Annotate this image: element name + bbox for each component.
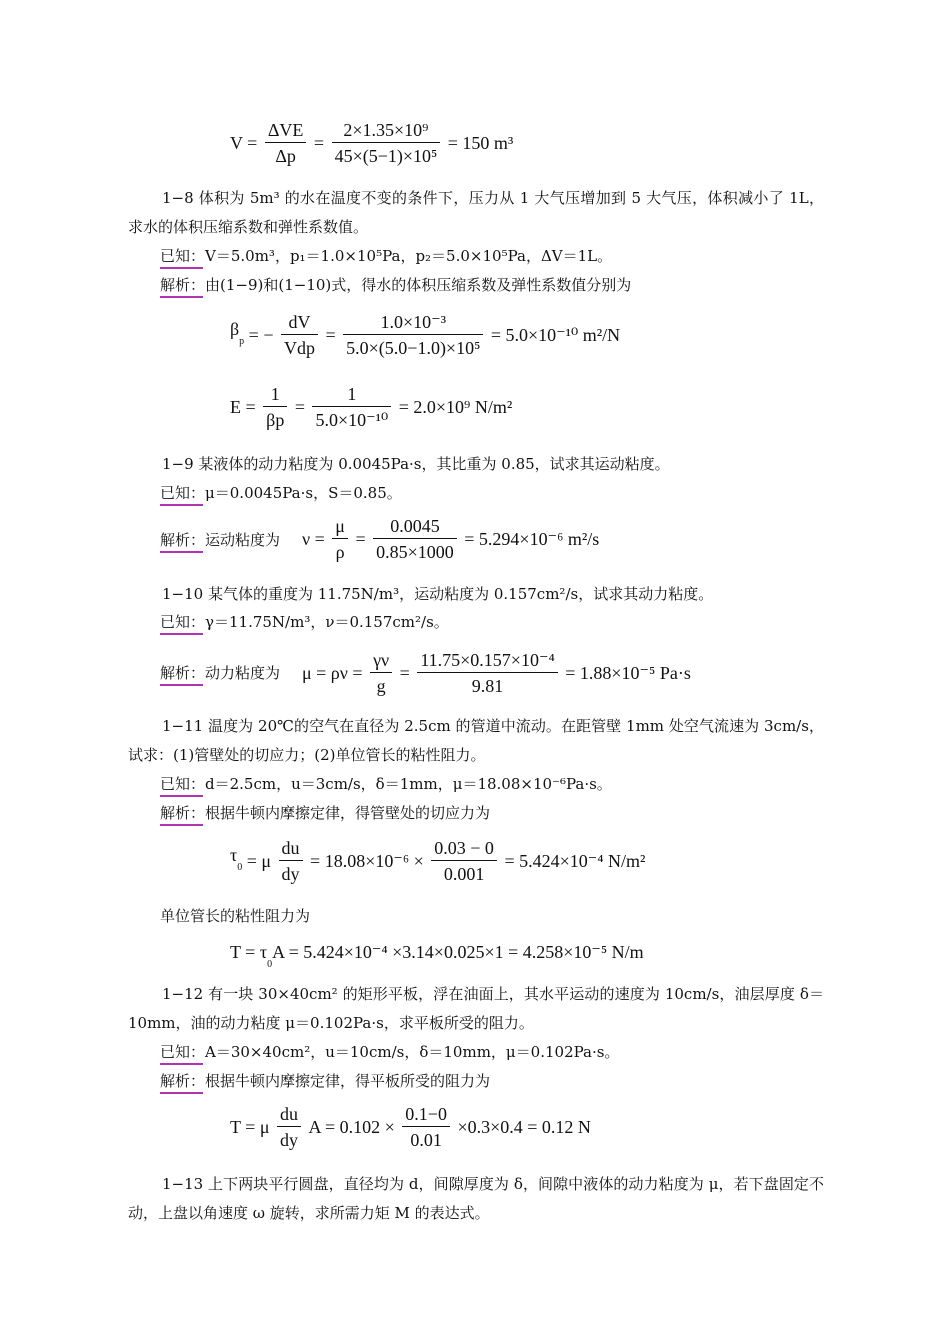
equation-dynamic-viscosity: μ = ρν = $\frac{\gamma\nu}{g}$ = $\frac{\text{11.75×0.157×10⁻⁴}}{9.81}$ = 1.88×10⁻⁵ Pa·s xyxy=(302,650,691,696)
eq-lhs: ν = xyxy=(302,529,325,549)
problem-1-11-solution xyxy=(160,803,490,823)
eq-denominator: 45×(5−1)×10⁵ xyxy=(332,142,441,166)
eq-result: A = 5.424×10⁻⁴ ×3.14×0.025×1 = 4.258×10⁻⁵ N/m xyxy=(272,942,644,962)
known-label: 已知： xyxy=(160,247,206,265)
eq-numerator: du xyxy=(279,1104,298,1124)
eq-numerator: dV xyxy=(288,312,311,332)
known-values: μ＝0.0045Pa·s，S＝0.85。 xyxy=(205,484,402,502)
solution-label: 解析： xyxy=(160,1072,206,1090)
eq-result: ×0.3×0.4 = 0.12 N xyxy=(457,1117,591,1137)
known-values: d＝2.5cm，u＝3cm/s，δ＝1mm，μ＝18.08×10⁻⁶Pa·s。 xyxy=(205,775,612,793)
equation-elastic: E = $\frac{1}{\beta p}$ = $\frac{1}{\text{5.0×10⁻¹⁰}}$ = 2.0×10⁹ N/m² xyxy=(230,384,513,430)
eq-denominator: Δp xyxy=(265,142,307,166)
solution-text: 由(1−9)和(1−10)式，得水的体积压缩系数及弹性系数值分别为 xyxy=(205,276,632,294)
eq-numerator: du xyxy=(281,838,300,858)
eq-denominator: ρ xyxy=(332,538,348,562)
problem-1-11-text: 1−11 温度为 20℃的空气在直径为 2.5cm 的管道中流动。在距管壁 1mm 处空气流速为 3cm/s，试求：(1)管壁处的切应力；(2)单位管长的粘性阻力。 xyxy=(128,717,824,764)
equation-viscous-resistance xyxy=(230,942,644,975)
problem-1-10-known xyxy=(160,612,449,632)
solution-text: 动力粘度为 xyxy=(205,664,281,682)
eq-lhs-subscript: 0 xyxy=(267,959,273,970)
eq-result: = 1.88×10⁻⁵ Pa·s xyxy=(565,663,691,683)
problem-1-9-text: 1−9 某液体的动力粘度为 0.0045Pa·s，其比重为 0.85，试求其运动粘度。 xyxy=(162,455,670,473)
known-values: V＝5.0m³，p₁＝1.0×10⁵Pa，p₂＝5.0×10⁵Pa，ΔV＝1L。 xyxy=(205,247,613,265)
solution-text: 根据牛顿内摩擦定律，得管壁处的切应力为 xyxy=(205,804,491,822)
eq-result: = 5.0×10⁻¹⁰ m²/N xyxy=(490,325,621,345)
equation-plate-resistance xyxy=(230,1104,591,1150)
known-label: 已知： xyxy=(160,613,206,631)
solution-label: 解析： xyxy=(160,276,206,294)
eq-lhs: V = xyxy=(230,133,258,153)
solution-label: 解析： xyxy=(160,531,206,549)
known-label: 已知： xyxy=(160,1043,206,1061)
eq-fraction xyxy=(281,312,318,358)
eq-fraction xyxy=(402,1104,450,1150)
eq-numerator: ΔVE xyxy=(267,120,304,140)
eq-result: = 5.294×10⁻⁶ m²/s xyxy=(464,529,600,549)
eq-fraction xyxy=(277,1104,301,1150)
eq-fraction xyxy=(417,650,557,696)
eq-fraction xyxy=(431,838,497,884)
problem-1-12-known xyxy=(160,1042,619,1062)
equation-volume: V = $\frac{\text{ΔVE}}{\Delta p}$ = $\frac{\text{2×1.35×10⁹}}{\text{45×(5−1)×10⁵}}$ = 150 m³ xyxy=(230,120,514,166)
problem-1-10-solution xyxy=(160,663,280,683)
eq-sign: = − xyxy=(248,325,274,345)
eq-denominator: dy xyxy=(279,860,303,884)
eq-numerator: 2×1.35×10⁹ xyxy=(343,120,429,140)
eq-denominator: 9.81 xyxy=(417,672,557,696)
eq-lhs: β xyxy=(230,318,240,339)
eq-fraction xyxy=(343,312,483,358)
eq-numerator: 0.0045 xyxy=(390,516,440,536)
equation-beta: $\beta_p$ = − $\frac{dV}{\text{Vdp}}$ = $\frac{\text{1.0×10⁻³}}{\text{5.0×(5.0−1.0)×10⁵}}$ = 5.0×10⁻¹⁰ m²/N xyxy=(230,312,621,358)
eq-fraction xyxy=(373,516,457,562)
problem-1-11-known xyxy=(160,774,612,794)
eq-numerator: 0.03 − 0 xyxy=(434,838,494,858)
solution-label: 解析： xyxy=(160,664,206,682)
eq-fraction xyxy=(332,516,348,562)
eq-denominator: 5.0×(5.0−1.0)×10⁵ xyxy=(343,334,483,358)
eq-numerator: 1 xyxy=(270,384,280,404)
eq-fraction xyxy=(263,384,287,430)
eq-denominator: 0.85×1000 xyxy=(373,538,457,562)
eq-coefficient: = μ xyxy=(246,851,272,871)
problem-1-12-solution xyxy=(160,1071,490,1091)
known-values: γ＝11.75N/m³，ν＝0.157cm²/s。 xyxy=(205,613,449,631)
eq-fraction xyxy=(332,120,441,166)
eq-lhs: T = μ xyxy=(230,1117,270,1137)
eq-denominator: Vdp xyxy=(281,334,318,358)
eq-denominator: 0.001 xyxy=(431,860,497,884)
eq-numerator: γν xyxy=(373,650,390,670)
eq-denominator: 5.0×10⁻¹⁰ xyxy=(312,406,391,430)
problem-1-11-subtext: 单位管长的粘性阻力为 xyxy=(160,907,311,925)
problem-1-13-text: 1−13 上下两块平行圆盘，直径均为 d，间隙厚度为 δ，间隙中液体的动力粘度为 μ，若下盘固定不动，上盘以角速度 ω 旋转，求所需力矩 M 的表达式。 xyxy=(128,1175,824,1222)
problem-1-8-solution xyxy=(160,275,631,295)
known-label: 已知： xyxy=(160,484,206,502)
eq-denominator: βp xyxy=(263,406,287,430)
eq-lhs: τ xyxy=(230,844,238,865)
eq-middle: = 18.08×10⁻⁶ × xyxy=(310,851,424,871)
problem-1-9-solution xyxy=(160,530,280,550)
equation-kinematic-viscosity: ν = $\frac{\mu}{\rho}$ = $\frac{0.0045}{0.85\times 1000}$ = 5.294×10⁻⁶ m²/s xyxy=(302,516,600,562)
eq-numerator: 0.1−0 xyxy=(405,1104,447,1124)
eq-denominator: g xyxy=(370,672,392,696)
known-label: 已知： xyxy=(160,775,206,793)
eq-fraction xyxy=(312,384,391,430)
eq-lhs-subscript: p xyxy=(239,335,245,347)
problem-1-10-text: 1−10 某气体的重度为 11.75N/m³，运动粘度为 0.157cm²/s，试求其动力粘度。 xyxy=(162,585,714,603)
solution-text: 运动粘度为 xyxy=(205,531,281,549)
problem-1-9-known xyxy=(160,483,402,503)
eq-result: = 150 m³ xyxy=(447,133,514,153)
known-values: A＝30×40cm²，u＝10cm/s，δ＝10mm，μ＝0.102Pa·s。 xyxy=(205,1043,620,1061)
solution-label: 解析： xyxy=(160,804,206,822)
eq-numerator: 1 xyxy=(347,384,357,404)
problem-1-8-known xyxy=(160,246,612,266)
eq-fraction xyxy=(370,650,392,696)
eq-fraction xyxy=(279,838,303,884)
eq-lhs: E = xyxy=(230,397,256,417)
eq-result: = 2.0×10⁹ N/m² xyxy=(398,397,513,417)
eq-middle: A = 0.102 × xyxy=(308,1117,395,1137)
solution-text: 根据牛顿内摩擦定律，得平板所受的阻力为 xyxy=(205,1072,491,1090)
eq-numerator: 11.75×0.157×10⁻⁴ xyxy=(420,650,555,670)
eq-numerator: μ xyxy=(335,516,345,536)
eq-denominator: dy xyxy=(277,1126,301,1150)
eq-numerator: 1.0×10⁻³ xyxy=(380,312,447,332)
equation-shear-stress xyxy=(230,838,645,884)
eq-fraction xyxy=(265,120,307,166)
problem-1-8-text: 1−8 体积为 5m³ 的水在温度不变的条件下，压力从 1 大气压增加到 5 大气压，体积减小了 1L，求水的体积压缩系数和弹性系数值。 xyxy=(128,189,824,236)
eq-denominator: 0.01 xyxy=(402,1126,450,1150)
eq-result: = 5.424×10⁻⁴ N/m² xyxy=(504,851,646,871)
eq-lhs-subscript: 0 xyxy=(237,861,243,873)
eq-lhs: μ = ρν = xyxy=(302,663,363,683)
eq-lhs: T = τ xyxy=(230,942,268,962)
problem-1-12-text: 1−12 有一块 30×40cm² 的矩形平板，浮在油面上，其水平运动的速度为 10cm/s，油层厚度 δ＝10mm，油的动力粘度 μ＝0.102Pa·s，求平板所受的阻力。 xyxy=(128,985,824,1032)
